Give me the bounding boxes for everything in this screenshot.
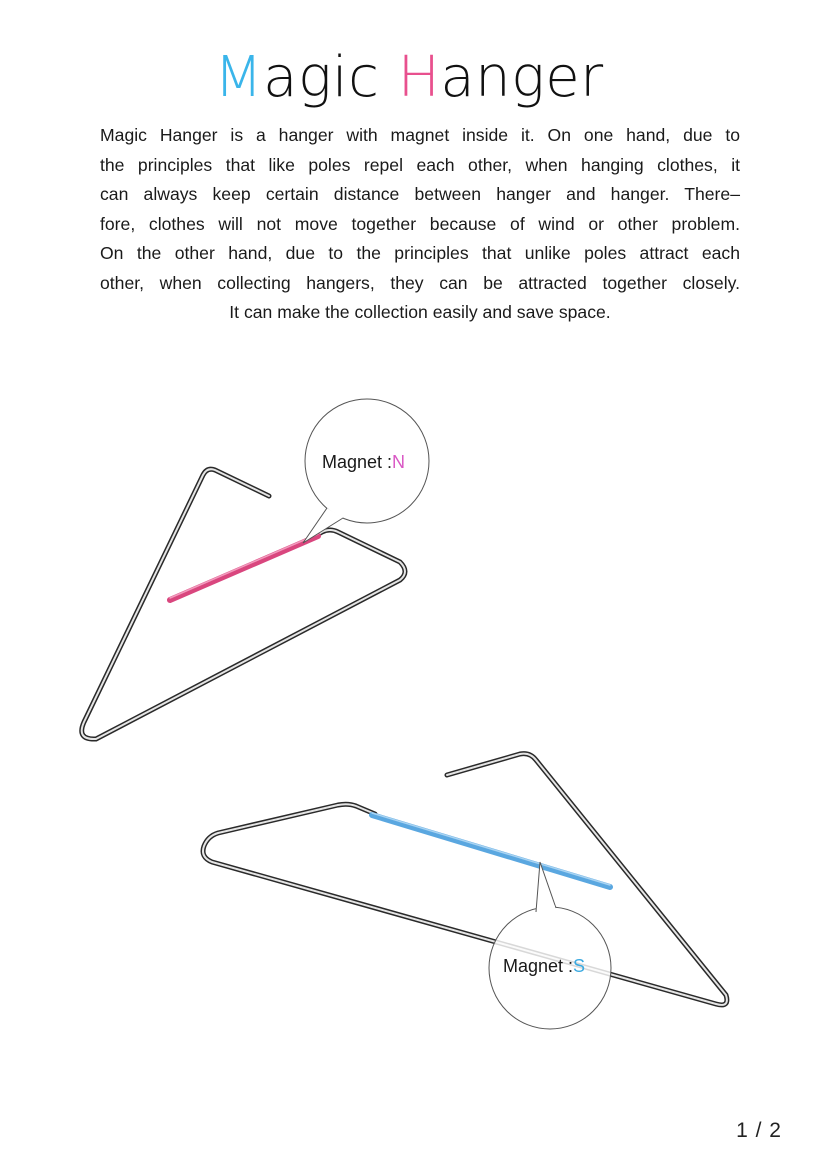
page-number: 1 / 2 [736, 1119, 782, 1142]
magnet-n-prefix: Magnet : [322, 452, 393, 472]
description-line: other, when collecting hangers, they can be attracted together closely. [100, 272, 740, 293]
hanger-bottom [203, 754, 727, 1029]
description-line: It can make the collection easily and save space. [229, 302, 611, 322]
magnet-s-pole: S [573, 956, 586, 976]
title-word-hanger-rest: anger [440, 45, 604, 110]
title-initial-m: M [214, 45, 264, 110]
magnet-s-label [503, 956, 585, 977]
magnet-s-prefix: Magnet : [503, 956, 574, 976]
description-line: can always keep certain distance between hanger and hanger. There– [100, 184, 740, 204]
description-line: the principles that like poles repel each other, when hanging clothes, it [100, 154, 740, 175]
hanger-top [82, 399, 429, 739]
title-word-magic-rest: agic [263, 45, 398, 110]
title-initial-h: H [397, 45, 441, 110]
magnet-n-pole: N [392, 452, 406, 472]
magnet-n-label [322, 452, 405, 473]
description-line: Magic Hanger is a hanger with magnet inside it. On one hand, due to [100, 125, 740, 145]
description-line: fore, clothes will not move together because of wind or other problem. [100, 213, 740, 234]
description-line: On the other hand, due to the principles that unlike poles attract each [100, 243, 740, 263]
magnet-s-rod [372, 815, 610, 887]
magnet-n-rod [170, 536, 318, 600]
